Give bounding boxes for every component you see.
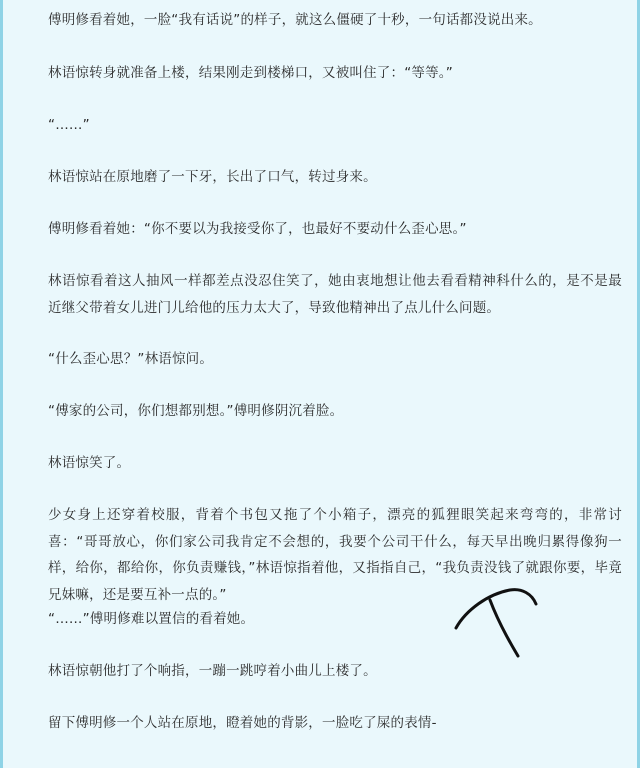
page-left-border: [0, 0, 3, 768]
paragraph-9: 林语惊笑了。: [48, 455, 131, 471]
paragraph-12: 林语惊朝他打了个响指，一蹦一跳哼着小曲儿上楼了。: [48, 663, 377, 679]
paragraph-3: “……”: [48, 117, 90, 133]
paragraph-5: 傅明修看着她：“你不要以为我接受你了，也最好不要动什么歪心思。”: [48, 221, 467, 237]
paragraph-13: 留下傅明修一个人站在原地，瞪着她的背影，一脸吃了屎的表情-: [48, 715, 437, 731]
paragraph-6: 林语惊看着这人抽风一样都差点没忍住笑了，她由衷地想让他去看看精神科什么的，是不是最近继父带着女儿进门儿给他的压力太大了，导致他精神出了点儿什么问题。: [48, 273, 622, 316]
paragraph-8: “傅家的公司，你们想都别想。”傅明修阴沉着脸。: [48, 403, 344, 419]
handwritten-mark-icon: [448, 580, 558, 660]
paragraph-4: 林语惊站在原地磨了一下牙，长出了口气，转过身来。: [48, 169, 377, 185]
paragraph-10: 少女身上还穿着校服，背着个书包又拖了个小箱子，漂亮的狐狸眼笑起来弯弯的，非常讨喜：“哥哥放心，你们家公司我肯定不会想的，我要个公司干什么，每天早出晚归累得像狗一样，给你，都给你，你负责赚钱，”林语惊指着他，又指指自己，“我负责没钱了就跟你要，毕竟兄妹嘛，还是要互补一点的。”: [48, 507, 622, 603]
paragraph-2: 林语惊转身就准备上楼，结果刚走到楼梯口，又被叫住了：“等等。”: [48, 65, 453, 81]
paragraph-11: “……”傅明修难以置信的看着她。: [48, 611, 255, 627]
paragraph-7: “什么歪心思？”林语惊问。: [48, 351, 214, 367]
paragraph-1: 傅明修看着她，一脸“我有话说”的样子，就这么僵硬了十秒，一句话都没说出来。: [48, 12, 542, 28]
